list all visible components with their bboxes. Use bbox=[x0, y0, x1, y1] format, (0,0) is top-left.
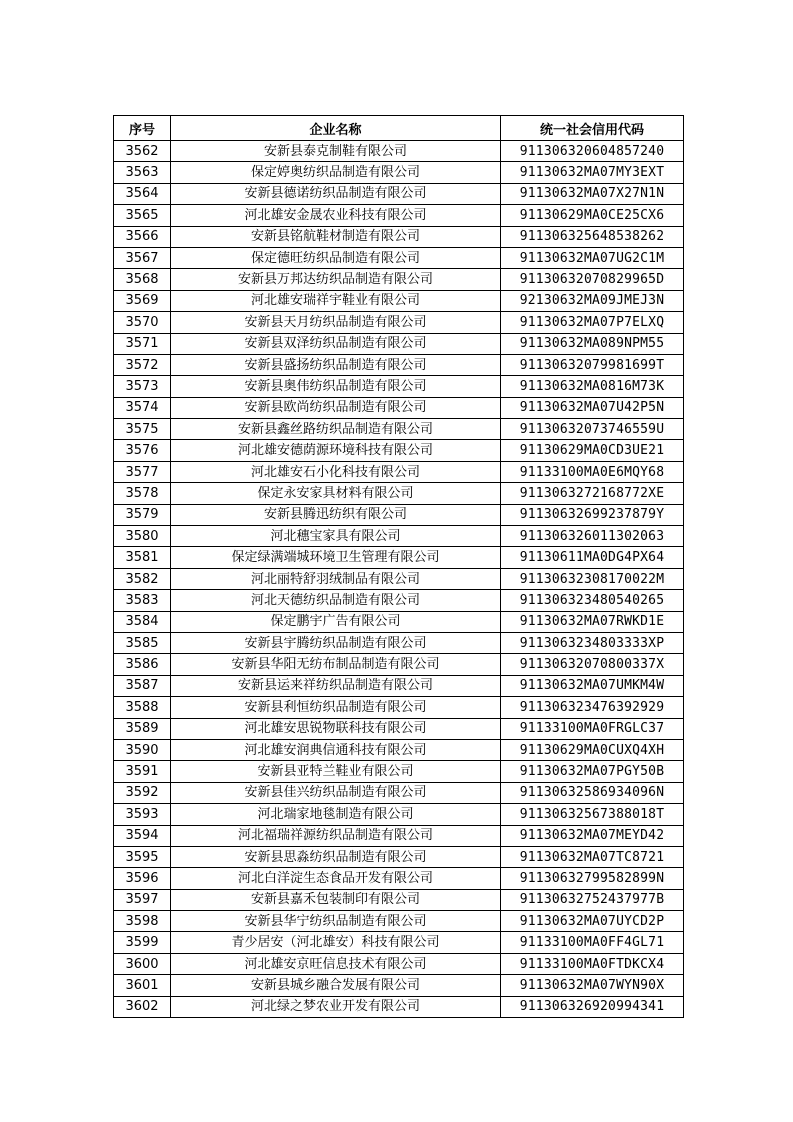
credit-code-cell: 911306320604857240 bbox=[501, 141, 684, 162]
credit-code-cell: 9113063234803333XP bbox=[501, 632, 684, 653]
serial-number-cell: 3573 bbox=[114, 376, 171, 397]
serial-number-cell: 3601 bbox=[114, 975, 171, 996]
credit-code-cell: 91130632070829965D bbox=[501, 269, 684, 290]
serial-number-cell: 3572 bbox=[114, 354, 171, 375]
table-row bbox=[114, 675, 684, 696]
company-name-cell: 安新县德诺纺织品制造有限公司 bbox=[171, 183, 501, 204]
serial-number-cell: 3563 bbox=[114, 162, 171, 183]
company-name-cell: 安新县佳兴纺织品制造有限公司 bbox=[171, 782, 501, 803]
credit-code-cell: 91130632MA07RWKD1E bbox=[501, 611, 684, 632]
credit-code-cell: 91130632567388018T bbox=[501, 804, 684, 825]
credit-code-cell: 911306326011302063 bbox=[501, 526, 684, 547]
company-name-cell: 河北福瑞祥源纺织品制造有限公司 bbox=[171, 825, 501, 846]
company-name-cell: 保定婷奥纺织品制造有限公司 bbox=[171, 162, 501, 183]
serial-number-cell: 3575 bbox=[114, 419, 171, 440]
company-name-cell: 安新县思淼纺织品制造有限公司 bbox=[171, 846, 501, 867]
serial-number-cell: 3600 bbox=[114, 953, 171, 974]
credit-code-cell: 91130632586934096N bbox=[501, 782, 684, 803]
credit-code-cell: 91130629MA0CUXQ4XH bbox=[501, 739, 684, 760]
table-row bbox=[114, 461, 684, 482]
company-name-cell: 安新县鑫丝路纺织品制造有限公司 bbox=[171, 419, 501, 440]
serial-number-cell: 3596 bbox=[114, 868, 171, 889]
serial-number-cell: 3584 bbox=[114, 611, 171, 632]
serial-number-cell: 3576 bbox=[114, 440, 171, 461]
table-row bbox=[114, 611, 684, 632]
credit-code-cell: 91133100MA0E6MQY68 bbox=[501, 461, 684, 482]
company-name-cell: 安新县嘉禾包装制印有限公司 bbox=[171, 889, 501, 910]
table-row bbox=[114, 141, 684, 162]
credit-code-cell: 91130629MA0CD3UE21 bbox=[501, 440, 684, 461]
company-name-cell: 河北丽特舒羽绒制品有限公司 bbox=[171, 568, 501, 589]
company-name-cell: 河北白洋淀生态食品开发有限公司 bbox=[171, 868, 501, 889]
table-row bbox=[114, 440, 684, 461]
credit-code-cell: 91130632079981699T bbox=[501, 354, 684, 375]
company-name-cell: 安新县华阳无纺布制品制造有限公司 bbox=[171, 654, 501, 675]
serial-number-cell: 3598 bbox=[114, 911, 171, 932]
serial-number-cell: 3571 bbox=[114, 333, 171, 354]
credit-code-cell: 91130632MA07PGY50B bbox=[501, 761, 684, 782]
table-row bbox=[114, 975, 684, 996]
table-row bbox=[114, 205, 684, 226]
table-row bbox=[114, 247, 684, 268]
table-row bbox=[114, 590, 684, 611]
company-name-cell: 安新县宇腾纺织品制造有限公司 bbox=[171, 632, 501, 653]
serial-number-cell: 3585 bbox=[114, 632, 171, 653]
table-row bbox=[114, 782, 684, 803]
credit-code-cell: 91130629MA0CE25CX6 bbox=[501, 205, 684, 226]
table-row bbox=[114, 632, 684, 653]
serial-number-cell: 3590 bbox=[114, 739, 171, 760]
credit-code-cell: 911306326920994341 bbox=[501, 996, 684, 1017]
company-name-cell: 安新县华宁纺织品制造有限公司 bbox=[171, 911, 501, 932]
serial-number-cell: 3582 bbox=[114, 568, 171, 589]
table-row bbox=[114, 568, 684, 589]
serial-number-cell: 3602 bbox=[114, 996, 171, 1017]
credit-code-cell: 91130632MA07MEYD42 bbox=[501, 825, 684, 846]
company-name-cell: 青少居安（河北雄安）科技有限公司 bbox=[171, 932, 501, 953]
serial-number-cell: 3593 bbox=[114, 804, 171, 825]
company-name-cell: 安新县万邦达纺织品制造有限公司 bbox=[171, 269, 501, 290]
serial-number-cell: 3586 bbox=[114, 654, 171, 675]
credit-code-cell: 91130611MA0DG4PX64 bbox=[501, 547, 684, 568]
company-name-cell: 安新县亚特兰鞋业有限公司 bbox=[171, 761, 501, 782]
company-name-cell: 安新县腾迅纺织有限公司 bbox=[171, 504, 501, 525]
credit-code-cell: 91130632MA07X27N1N bbox=[501, 183, 684, 204]
serial-number-cell: 3579 bbox=[114, 504, 171, 525]
table-row bbox=[114, 397, 684, 418]
credit-code-cell: 911306323476392929 bbox=[501, 697, 684, 718]
table-row bbox=[114, 226, 684, 247]
table-row bbox=[114, 483, 684, 504]
company-name-cell: 安新县欧尚纺织品制造有限公司 bbox=[171, 397, 501, 418]
table-row bbox=[114, 697, 684, 718]
table-body bbox=[114, 141, 684, 1018]
table-row bbox=[114, 868, 684, 889]
credit-code-cell: 91130632MA07WYN90X bbox=[501, 975, 684, 996]
serial-number-cell: 3592 bbox=[114, 782, 171, 803]
credit-code-cell: 91130632MA089NPM55 bbox=[501, 333, 684, 354]
table-row bbox=[114, 504, 684, 525]
credit-code-cell: 91130632799582899N bbox=[501, 868, 684, 889]
table-row bbox=[114, 911, 684, 932]
serial-number-cell: 3570 bbox=[114, 312, 171, 333]
table-row bbox=[114, 162, 684, 183]
table-row bbox=[114, 354, 684, 375]
col-header-serial: 序号 bbox=[114, 116, 171, 141]
serial-number-cell: 3566 bbox=[114, 226, 171, 247]
table-row bbox=[114, 718, 684, 739]
serial-number-cell: 3591 bbox=[114, 761, 171, 782]
credit-code-cell: 91130632MA0816M73K bbox=[501, 376, 684, 397]
company-name-cell: 安新县泰克制鞋有限公司 bbox=[171, 141, 501, 162]
serial-number-cell: 3583 bbox=[114, 590, 171, 611]
table-row bbox=[114, 932, 684, 953]
company-name-cell: 安新县双泽纺织品制造有限公司 bbox=[171, 333, 501, 354]
credit-code-cell: 911306323480540265 bbox=[501, 590, 684, 611]
credit-code-cell: 91130632699237879Y bbox=[501, 504, 684, 525]
serial-number-cell: 3568 bbox=[114, 269, 171, 290]
serial-number-cell: 3594 bbox=[114, 825, 171, 846]
company-name-cell: 河北雄安石小化科技有限公司 bbox=[171, 461, 501, 482]
company-name-cell: 河北穗宝家具有限公司 bbox=[171, 526, 501, 547]
table-row bbox=[114, 761, 684, 782]
header-row bbox=[114, 116, 684, 141]
table-row bbox=[114, 290, 684, 311]
credit-code-cell: 91130632MA07U42P5N bbox=[501, 397, 684, 418]
company-name-cell: 安新县运来祥纺织品制造有限公司 bbox=[171, 675, 501, 696]
serial-number-cell: 3567 bbox=[114, 247, 171, 268]
table-row bbox=[114, 846, 684, 867]
company-name-cell: 河北雄安思锐物联科技有限公司 bbox=[171, 718, 501, 739]
company-name-cell: 保定永安家具材料有限公司 bbox=[171, 483, 501, 504]
table-row bbox=[114, 526, 684, 547]
table-row bbox=[114, 996, 684, 1017]
company-name-cell: 河北绿之梦农业开发有限公司 bbox=[171, 996, 501, 1017]
credit-code-cell: 91133100MA0FRGLC37 bbox=[501, 718, 684, 739]
credit-code-cell: 91133100MA0FTDKCX4 bbox=[501, 953, 684, 974]
serial-number-cell: 3564 bbox=[114, 183, 171, 204]
credit-code-cell: 91130632070800337X bbox=[501, 654, 684, 675]
serial-number-cell: 3597 bbox=[114, 889, 171, 910]
table-row bbox=[114, 547, 684, 568]
serial-number-cell: 3562 bbox=[114, 141, 171, 162]
table-row bbox=[114, 183, 684, 204]
company-name-cell: 河北雄安润典信通科技有限公司 bbox=[171, 739, 501, 760]
company-name-cell: 保定绿满端城环境卫生管理有限公司 bbox=[171, 547, 501, 568]
serial-number-cell: 3589 bbox=[114, 718, 171, 739]
table-row bbox=[114, 333, 684, 354]
credit-code-cell: 91130632752437977B bbox=[501, 889, 684, 910]
col-header-credit-code: 统一社会信用代码 bbox=[501, 116, 684, 141]
serial-number-cell: 3587 bbox=[114, 675, 171, 696]
company-credit-code-table bbox=[113, 115, 684, 1018]
company-name-cell: 安新县城乡融合发展有限公司 bbox=[171, 975, 501, 996]
company-name-cell: 河北雄安京旺信息技术有限公司 bbox=[171, 953, 501, 974]
serial-number-cell: 3574 bbox=[114, 397, 171, 418]
company-name-cell: 安新县利恒纺织品制造有限公司 bbox=[171, 697, 501, 718]
company-name-cell: 保定鹏宇广告有限公司 bbox=[171, 611, 501, 632]
serial-number-cell: 3569 bbox=[114, 290, 171, 311]
credit-code-cell: 911306325648538262 bbox=[501, 226, 684, 247]
serial-number-cell: 3580 bbox=[114, 526, 171, 547]
company-name-cell: 安新县铭航鞋材制造有限公司 bbox=[171, 226, 501, 247]
table-row bbox=[114, 889, 684, 910]
credit-code-cell: 91133100MA0FF4GL71 bbox=[501, 932, 684, 953]
company-name-cell: 安新县奥伟纺织品制造有限公司 bbox=[171, 376, 501, 397]
credit-code-cell: 9113063272168772XE bbox=[501, 483, 684, 504]
credit-code-cell: 91130632MA07UG2C1M bbox=[501, 247, 684, 268]
credit-code-cell: 91130632MA07UYCD2P bbox=[501, 911, 684, 932]
company-name-cell: 安新县盛扬纺织品制造有限公司 bbox=[171, 354, 501, 375]
serial-number-cell: 3595 bbox=[114, 846, 171, 867]
table-row bbox=[114, 953, 684, 974]
serial-number-cell: 3581 bbox=[114, 547, 171, 568]
table-row bbox=[114, 804, 684, 825]
serial-number-cell: 3588 bbox=[114, 697, 171, 718]
serial-number-cell: 3577 bbox=[114, 461, 171, 482]
credit-code-cell: 91130632MA07P7ELXQ bbox=[501, 312, 684, 333]
credit-code-cell: 91130632MA07MY3EXT bbox=[501, 162, 684, 183]
col-header-company-name: 企业名称 bbox=[171, 116, 501, 141]
table-row bbox=[114, 739, 684, 760]
serial-number-cell: 3578 bbox=[114, 483, 171, 504]
company-name-cell: 河北雄安瑞祥宇鞋业有限公司 bbox=[171, 290, 501, 311]
company-name-cell: 河北天德纺织品制造有限公司 bbox=[171, 590, 501, 611]
company-name-cell: 保定德旺纺织品制造有限公司 bbox=[171, 247, 501, 268]
credit-code-cell: 91130632308170022M bbox=[501, 568, 684, 589]
serial-number-cell: 3599 bbox=[114, 932, 171, 953]
credit-code-cell: 91130632MA07UMKM4W bbox=[501, 675, 684, 696]
table-row bbox=[114, 654, 684, 675]
company-name-cell: 河北雄安德荫源环境科技有限公司 bbox=[171, 440, 501, 461]
table-row bbox=[114, 419, 684, 440]
table-row bbox=[114, 269, 684, 290]
serial-number-cell: 3565 bbox=[114, 205, 171, 226]
table-row bbox=[114, 825, 684, 846]
company-name-cell: 河北瑞家地毯制造有限公司 bbox=[171, 804, 501, 825]
table-row bbox=[114, 312, 684, 333]
table-row bbox=[114, 376, 684, 397]
credit-code-cell: 92130632MA09JMEJ3N bbox=[501, 290, 684, 311]
company-name-cell: 河北雄安金晟农业科技有限公司 bbox=[171, 205, 501, 226]
credit-code-cell: 91130632MA07TC8721 bbox=[501, 846, 684, 867]
company-name-cell: 安新县天月纺织品制造有限公司 bbox=[171, 312, 501, 333]
credit-code-cell: 91130632073746559U bbox=[501, 419, 684, 440]
